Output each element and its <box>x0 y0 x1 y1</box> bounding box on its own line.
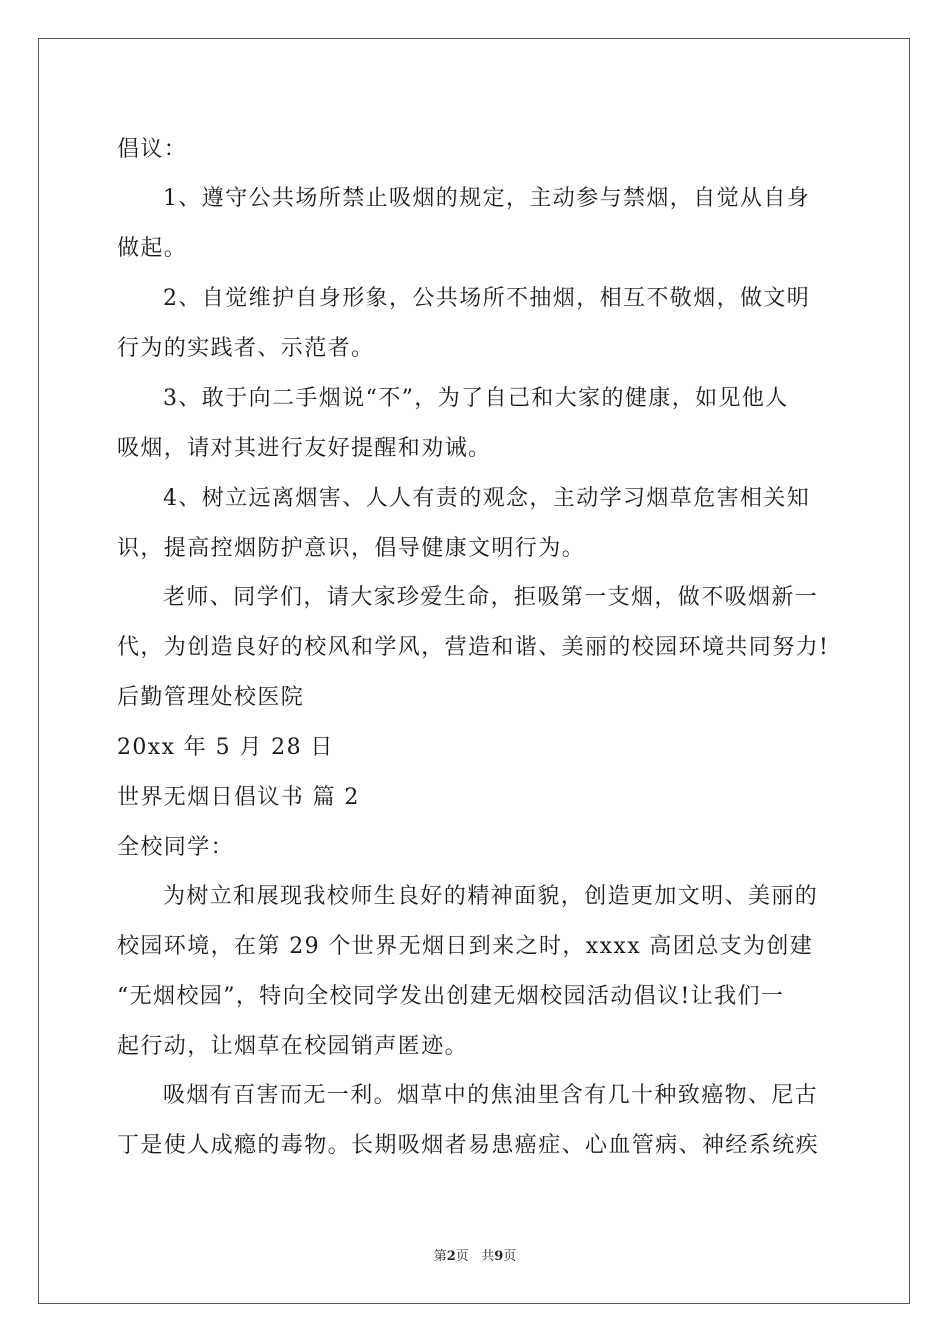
section-title: 世界无烟日倡议书 篇 2 <box>117 785 360 810</box>
text-line: 2、自觉维护自身形象，公共场所不抽烟，相互不敬烟，做文明 <box>163 286 811 311</box>
salutation: 全校同学： <box>117 835 235 860</box>
page-number: 2 <box>446 1249 456 1264</box>
page-suffix: 页 <box>455 1249 469 1264</box>
total-pages: 9 <box>494 1249 504 1264</box>
text-line: “无烟校园”，特向全校同学发出创建无烟校园活动倡议!让我们一 <box>117 984 785 1009</box>
total-prefix: 共 <box>481 1249 495 1264</box>
text-line: 4、树立远离烟害、人人有责的观念，主动学习烟草危害相关知 <box>163 486 811 511</box>
text-line: 起行动，让烟草在校园销声匿迹。 <box>117 1034 469 1059</box>
page-border <box>38 38 910 1304</box>
page-footer <box>0 1248 950 1266</box>
text-line: 吸烟有百害而无一利。烟草中的焦油里含有几十种致癌物、尼古 <box>163 1083 819 1108</box>
text-line: 做起。 <box>117 236 188 261</box>
total-suffix: 页 <box>503 1249 517 1264</box>
text-line: 1、遵守公共场所禁止吸烟的规定，主动参与禁烟，自觉从自身 <box>163 186 811 211</box>
text-line: 代，为创造良好的校风和学风，营造和谐、美丽的校园环境共同努力! <box>117 635 830 660</box>
text-line: 3、敢于向二手烟说“不”，为了自己和大家的健康，如见他人 <box>163 386 789 411</box>
text-line: 校园环境，在第 29 个世界无烟日到来之时，xxxx 高团总支为创建 <box>117 934 814 959</box>
text-line: 行为的实践者、示范者。 <box>117 336 375 361</box>
text-line: 识，提高控烟防护意识，倡导健康文明行为。 <box>117 536 586 561</box>
text-line: 倡议： <box>117 137 188 162</box>
text-line: 吸烟，请对其进行友好提醒和劝诫。 <box>117 436 492 461</box>
page-prefix: 第 <box>433 1249 447 1264</box>
text-line: 为树立和展现我校师生良好的精神面貌，创造更加文明、美丽的 <box>163 884 819 909</box>
text-line: 丁是使人成瘾的毒物。长期吸烟者易患癌症、心血管病、神经系统疾 <box>117 1133 820 1158</box>
signature-line: 后勤管理处校医院 <box>117 685 305 710</box>
date-line: 20xx 年 5 月 28 日 <box>117 735 334 760</box>
text-line: 老师、同学们，请大家珍爱生命，拒吸第一支烟，做不吸烟新一 <box>163 585 819 610</box>
